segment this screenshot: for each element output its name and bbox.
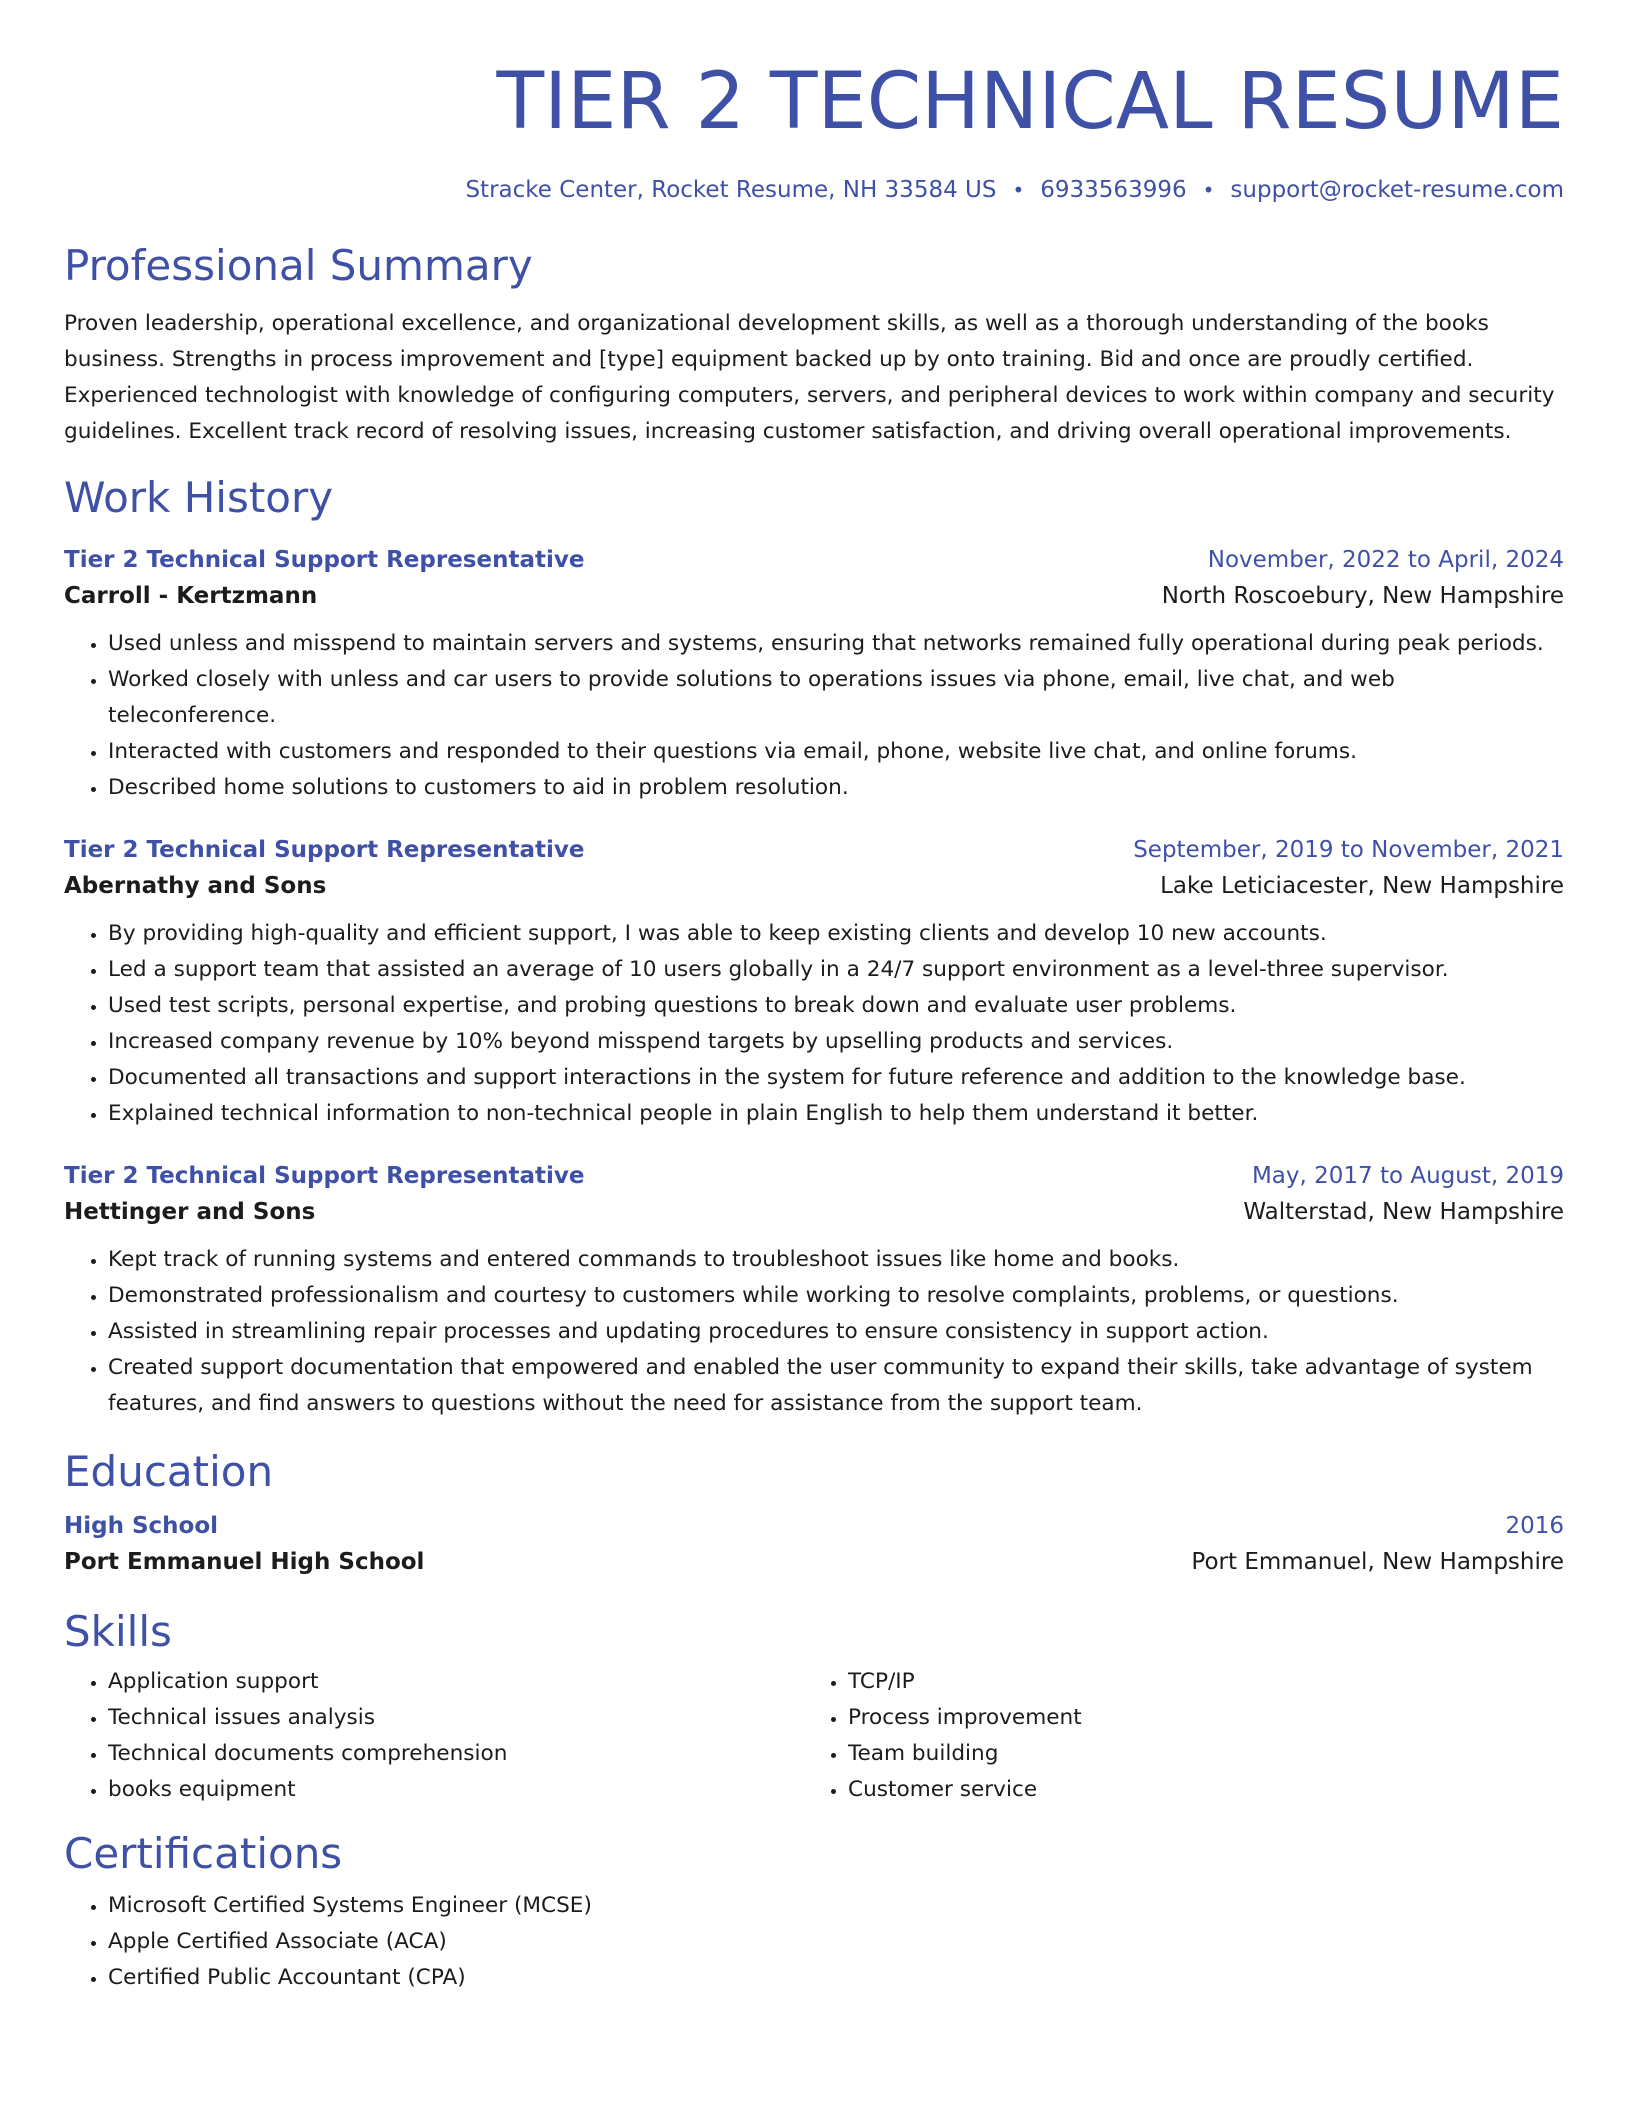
certifications-heading: Certifications	[64, 1829, 343, 1878]
job-bullet: • By providing high-quality and efficient support, I was able to keep existing clients and develop 10 new accounts.	[108, 916, 1564, 952]
skill-item: • TCP/IP	[848, 1664, 1544, 1700]
contact-address: Stracke Center, Rocket Resume, NH 33584 US	[465, 177, 997, 203]
job-bullet: • Used test scripts, personal expertise, and probing questions to break down and evaluate user problems.	[108, 988, 1564, 1024]
resume-title: TIER 2 TECHNICAL RESUME	[496, 57, 1564, 147]
job-bullet: • Explained technical information to non-technical people in plain English to help them understand it better.	[108, 1096, 1564, 1132]
job-bullet: • Kept track of running systems and entered commands to troubleshoot issues like home and books.	[108, 1242, 1564, 1278]
job-bullets	[64, 1242, 1564, 1422]
summary-heading: Professional Summary	[64, 241, 533, 290]
skill-item: • Process improvement	[848, 1700, 1544, 1736]
job-bullet: • Led a support team that assisted an average of 10 users globally in a 24/7 support environment as a level-three supervisor.	[108, 952, 1564, 988]
contact-line	[64, 174, 1564, 206]
job-bullets	[64, 626, 1564, 806]
education-degree: High School	[64, 1513, 219, 1539]
job-bullet: • Worked closely with unless and car users to provide solutions to operations issues via phone, email, live chat, and web teleconference.	[108, 662, 1564, 734]
skill-item: • Team building	[848, 1736, 1544, 1772]
job-bullet: • Described home solutions to customers to aid in problem resolution.	[108, 770, 1564, 806]
resume-page	[64, 0, 1564, 1996]
job-title: Tier 2 Technical Support Representative	[64, 1163, 585, 1189]
skills-heading: Skills	[64, 1607, 172, 1656]
skill-item: • Customer service	[848, 1772, 1544, 1808]
job-dates: September, 2019 to November, 2021	[1133, 837, 1564, 863]
skill-item: • Technical issues analysis	[108, 1700, 804, 1736]
contact-separator: •	[1012, 178, 1025, 202]
skill-item: • books equipment	[108, 1772, 804, 1808]
certification-item: • Apple Certified Associate (ACA)	[108, 1924, 1564, 1960]
certifications-list	[64, 1888, 1564, 1996]
skills-list	[804, 1664, 1544, 1808]
skills-grid	[64, 1664, 1564, 1808]
education-school: Port Emmanuel High School	[64, 1549, 425, 1575]
education-heading: Education	[64, 1447, 274, 1496]
skill-item: • Technical documents comprehension	[108, 1736, 804, 1772]
skills-list	[64, 1664, 804, 1808]
job-location: Lake Leticiacester, New Hampshire	[1160, 873, 1564, 899]
work-history-heading: Work History	[64, 473, 334, 522]
job-bullet: • Increased company revenue by 10% beyond misspend targets by upselling products and services.	[108, 1024, 1564, 1060]
job-bullets	[64, 916, 1564, 1132]
skill-item: • Application support	[108, 1664, 804, 1700]
certification-item: • Microsoft Certified Systems Engineer (MCSE)	[108, 1888, 1564, 1924]
job-company: Hettinger and Sons	[64, 1199, 316, 1225]
job-location: North Roscoebury, New Hampshire	[1161, 583, 1564, 609]
job-company: Abernathy and Sons	[64, 873, 327, 899]
job-title: Tier 2 Technical Support Representative	[64, 837, 585, 863]
job-location: Walterstad, New Hampshire	[1243, 1199, 1564, 1225]
education-entry	[64, 1510, 1564, 1582]
job-entry	[64, 834, 1564, 1132]
education-location: Port Emmanuel, New Hampshire	[1191, 1549, 1564, 1575]
skills-column-right	[804, 1664, 1544, 1808]
job-bullet: • Interacted with customers and responded to their questions via email, phone, website live chat, and online forums.	[108, 734, 1564, 770]
contact-email: support@rocket-resume.com	[1230, 177, 1564, 203]
job-bullet: • Assisted in streamlining repair processes and updating procedures to ensure consistency in support action.	[108, 1314, 1564, 1350]
job-entry	[64, 544, 1564, 806]
job-bullet: • Documented all transactions and support interactions in the system for future reference and addition to the knowledge base.	[108, 1060, 1564, 1096]
job-bullet: • Demonstrated professionalism and courtesy to customers while working to resolve complaints, problems, or questions.	[108, 1278, 1564, 1314]
skills-column-left	[64, 1664, 804, 1808]
summary-text: Proven leadership, operational excellence, and organizational development skills, as well as a thorough understanding of the books business. Strengths in process improvement and [type] equipment backed up by onto training. Bid and once are proudly certified. Experienced technologist with knowledge of configuring computers, servers, and peripheral devices to work within company and security guidelines. Excellent track record of resolving issues, increasing customer satisfaction, and driving overall operational improvements.	[64, 311, 1555, 444]
certification-item: • Certified Public Accountant (CPA)	[108, 1960, 1564, 1996]
job-dates: November, 2022 to April, 2024	[1207, 547, 1564, 573]
contact-separator: •	[1202, 178, 1215, 202]
education-year: 2016	[1505, 1513, 1564, 1539]
job-bullet: • Created support documentation that empowered and enabled the user community to expand their skills, take advantage of system features, and find answers to questions without the need for assistance from the support team.	[108, 1350, 1564, 1422]
job-company: Carroll - Kertzmann	[64, 583, 318, 609]
job-entry	[64, 1160, 1564, 1422]
contact-phone: 6933563996	[1040, 177, 1187, 203]
job-bullet: • Used unless and misspend to maintain servers and systems, ensuring that networks remained fully operational during peak periods.	[108, 626, 1564, 662]
job-dates: May, 2017 to August, 2019	[1251, 1163, 1564, 1189]
job-title: Tier 2 Technical Support Representative	[64, 547, 585, 573]
